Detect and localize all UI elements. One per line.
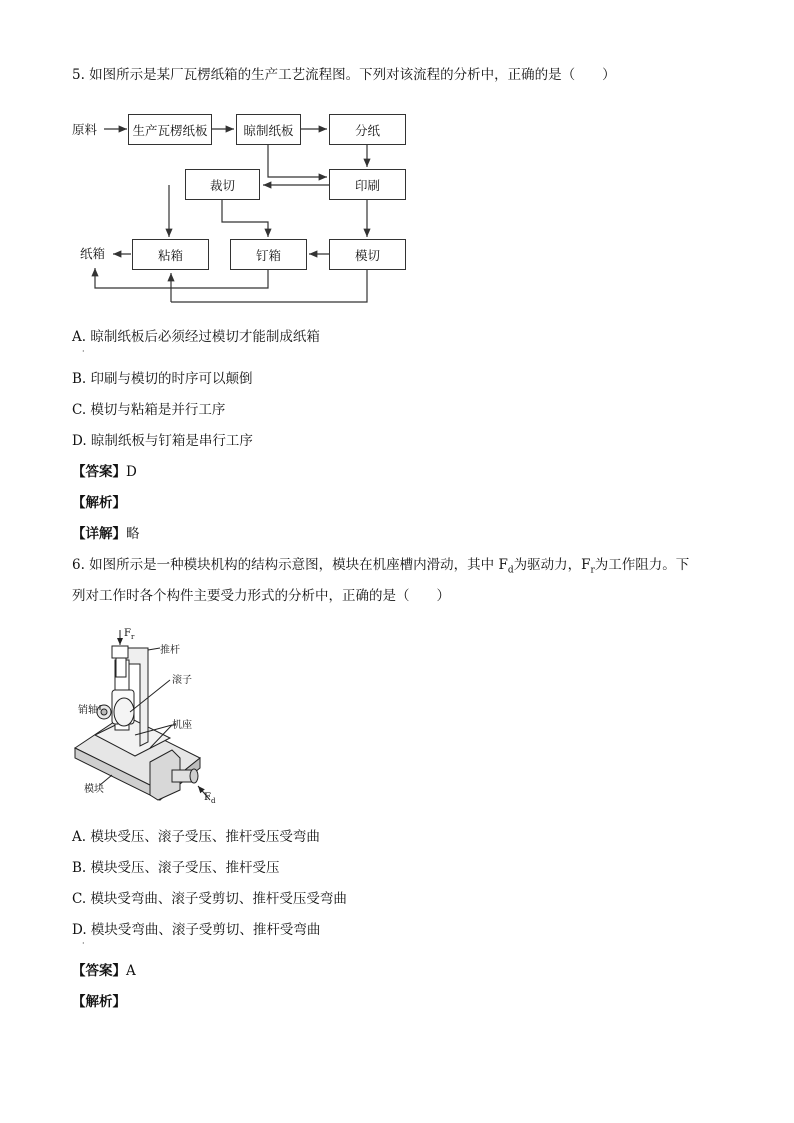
q5-option-d: D. 晾制纸板与钉箱是串行工序	[72, 433, 253, 449]
dot-mark: ·	[82, 347, 85, 356]
stem-text: 为驱动力，F	[513, 557, 591, 573]
subscript: d	[507, 565, 514, 576]
flow-node-dry: 晾制纸板	[236, 114, 301, 145]
dot-mark: ·	[82, 939, 85, 948]
label-fd	[204, 792, 215, 805]
answer-value: D	[126, 464, 137, 480]
label-base: 机座	[172, 720, 192, 731]
q6-answer	[72, 962, 136, 980]
answer-tag: 【答案】	[72, 963, 126, 979]
subscript: d	[210, 797, 216, 805]
detail-tag: 【详解】	[72, 526, 126, 542]
q5-option-b: B. 印刷与模切的时序可以颠倒	[72, 371, 253, 387]
flow-start-label: 原料	[72, 122, 98, 137]
detail-value: 略	[126, 526, 140, 542]
flow-node-die: 模切	[329, 239, 406, 270]
answer-tag: 【答案】	[72, 464, 126, 480]
subscript: r	[590, 565, 595, 576]
subscript: r	[130, 633, 135, 641]
label-block: 模块	[84, 784, 104, 795]
flow-node-cut: 裁切	[185, 169, 260, 200]
stem-text: 为工作阻力。下	[594, 557, 690, 573]
q6-option-d: D. 模块受弯曲、滚子受剪切、推杆受弯曲	[72, 922, 321, 938]
fd-text: F	[204, 792, 211, 803]
q6-option-c: C. 模块受弯曲、滚子受剪切、推杆受压受弯曲	[72, 891, 347, 907]
flow-node-nail: 钉箱	[230, 239, 307, 270]
flow-node-glue: 粘箱	[132, 239, 209, 270]
label-pushrod: 推杆	[160, 645, 180, 656]
flow-node-print: 印刷	[329, 169, 406, 200]
stem-text: 6. 如图所示是一种模块机构的结构示意图，模块在机座槽内滑动，其中 F	[72, 557, 508, 573]
q5-stem: 5. 如图所示是某厂瓦楞纸箱的生产工艺流程图。下列对该流程的分析中，正确的是（ ）	[72, 67, 616, 83]
q6-stem-line2: 列对工作时各个构件主要受力形式的分析中，正确的是（ ）	[72, 588, 450, 604]
flow-node-produce: 生产瓦楞纸板	[128, 114, 212, 145]
q6-analysis-tag: 【解析】	[72, 994, 126, 1010]
label-pin: 销轴	[78, 705, 98, 716]
q5-analysis-tag: 【解析】	[72, 495, 126, 511]
q5-option-c: C. 模切与粘箱是并行工序	[72, 402, 226, 418]
flow-node-split: 分纸	[329, 114, 406, 145]
q6-option-b: B. 模块受压、滚子受压、推杆受压	[72, 860, 280, 876]
q6-option-a: A. 模块受压、滚子受压、推杆受压受弯曲	[72, 829, 320, 845]
flow-end-label: 纸箱	[80, 246, 106, 261]
answer-value: A	[126, 963, 136, 979]
label-fr	[124, 628, 134, 641]
q5-option-a: A. 晾制纸板后必须经过模切才能制成纸箱	[72, 329, 320, 345]
label-roller: 滚子	[172, 675, 192, 686]
fr-text: F	[124, 628, 131, 639]
